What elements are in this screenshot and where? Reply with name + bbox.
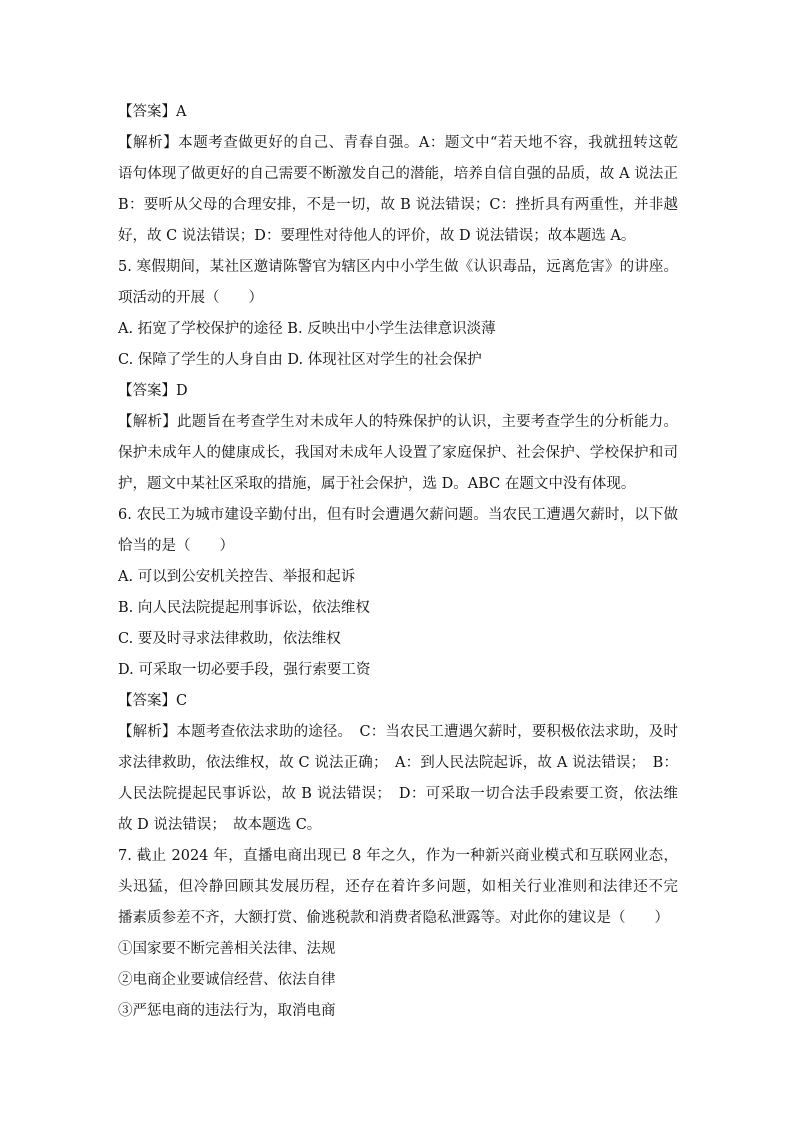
question-6-option-c: C. 要及时寻求法律救助，依法维权 — [118, 631, 341, 647]
question-7-line-3: 播素质参差不齐，大额打赏、偷逃税款和消费者隐私泄露等。对此你的建议是（ ） — [118, 910, 669, 926]
question-6-option-d: D. 可采取一切必要手段，强行索要工资 — [118, 662, 371, 678]
question-7-line-2: 头迅猛，但冷静回顾其发展历程，还存在着许多问题，如相关行业准则和法律还不完 — [118, 879, 678, 895]
question-6-line-2: 恰当的是（ ） — [118, 538, 234, 554]
analysis-q6-line-3: 人民法院提起民事诉讼，故 B 说法错误； D：可采取一切合法手段索要工资，依法维 — [118, 786, 678, 802]
analysis-q4-line-2: 语句体现了做更好的自己需要不断激发自己的潜能，培养自信自强的品质，故 A 说法正 — [118, 166, 678, 182]
analysis-q4-line-1: 【解析】本题考查做更好的自己、青春自强。A：题文中“若天地不容，我就扭转这乾 — [118, 135, 678, 151]
analysis-q4-line-4: 好，故 C 说法错误；D：要理性对待他人的评价，故 D 说法错误；故本题选 A。 — [118, 228, 636, 244]
question-6-option-b: B. 向人民法院提起刑事诉讼，依法维权 — [118, 600, 370, 616]
question-5-options-cd: C. 保障了学生的人身自由 D. 体现社区对学生的社会保护 — [118, 352, 482, 368]
analysis-q6-line-2: 求法律救助，依法维权，故 C 说法正确； A：到人民法院起诉，故 A 说法错误； B： — [118, 755, 678, 771]
question-7-item-3: ③严惩电商的违法行为，取消电商 — [118, 1003, 336, 1019]
answer-label-q5: 【答案】D — [118, 383, 188, 399]
question-7-line-1: 7. 截止 2024 年，直播电商出现已 8 年之久，作为一种新兴商业模式和互联网业态， — [118, 848, 678, 864]
question-6-option-a: A. 可以到公安机关控告、举报和起诉 — [118, 569, 356, 585]
analysis-q4-line-3: B：要听从父母的合理安排，不是一切，故 B 说法错误；C：挫折具有两重性，并非越 — [118, 197, 678, 213]
analysis-q5-line-1: 【解析】此题旨在考查学生对未成年人的特殊保护的认识，主要考查学生的分析能力。 — [118, 414, 678, 430]
analysis-q5-line-2: 保护未成年人的健康成长，我国对未成年人设置了家庭保护、社会保护、学校保护和司 — [118, 445, 678, 461]
question-5-line-2: 项活动的开展（ ） — [118, 290, 263, 306]
question-5-line-1: 5. 寒假期间，某社区邀请陈警官为辖区内中小学生做《认识毒品，远离危害》的讲座。 — [118, 259, 678, 275]
question-7-item-1: ①国家要不断完善相关法律、法规 — [118, 941, 336, 957]
answer-label-q4: 【答案】A — [118, 104, 187, 120]
analysis-q5-line-3: 护，题文中某社区采取的措施，属于社会保护，选 D。ABC 在题文中没有体现。 — [118, 476, 636, 492]
analysis-q6-line-4: 故 D 说法错误； 故本题选 C。 — [118, 817, 322, 833]
answer-label-q6: 【答案】C — [118, 693, 188, 709]
question-6-line-1: 6. 农民工为城市建设辛勤付出，但有时会遭遇欠薪问题。当农民工遭遇欠薪时，以下做 — [118, 507, 678, 523]
question-5-options-ab: A. 拓宽了学校保护的途径 B. 反映出中小学生法律意识淡薄 — [118, 321, 496, 337]
question-7-item-2: ②电商企业要诚信经营、依法自律 — [118, 972, 336, 988]
analysis-q6-line-1: 【解析】本题考查依法求助的途径。 C：当农民工遭遇欠薪时，要积极依法求助，及时 — [118, 724, 678, 740]
